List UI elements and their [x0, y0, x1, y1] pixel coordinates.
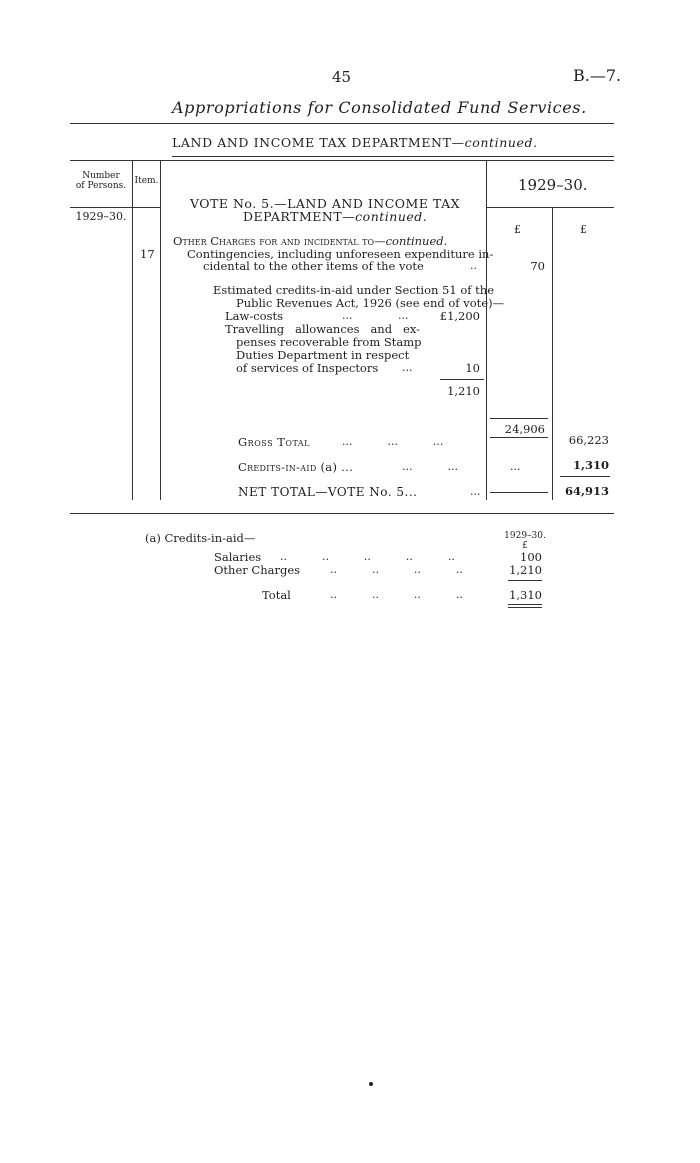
page-number: 45 — [332, 68, 352, 86]
persons-year: 1929–30. — [75, 210, 127, 223]
title-rule — [70, 123, 614, 124]
col-header-persons-1: Number — [82, 171, 120, 181]
footnote-total-label: Total — [262, 588, 291, 602]
travelling-line3: Duties Department in respect — [236, 348, 410, 362]
footnote-currency: £ — [522, 541, 528, 551]
credits-in-aid-ref: (a) ... — [316, 460, 354, 474]
footnote-total-value: 1,310 — [509, 588, 542, 602]
scan-speck — [369, 1082, 373, 1086]
gross-total-value: 66,223 — [568, 433, 609, 447]
net-total-dots: ... — [470, 485, 481, 498]
travelling-line1: Travelling allowances and ex- — [225, 322, 421, 336]
footnote-row-label: Other Charges — [214, 563, 301, 577]
credits-in-aid-subtotal: ... — [510, 460, 521, 473]
footnote-heading: (a) Credits-in-aid— — [145, 531, 256, 545]
vote-department: DEPARTMENT— — [243, 209, 356, 224]
gross-sub-top-rule — [490, 418, 548, 419]
document-reference: B.—7. — [573, 66, 622, 85]
credits-in-aid-label: Credits-in-aid — [238, 460, 317, 474]
law-costs-label: Law-costs — [225, 309, 284, 323]
persons-header-rule — [70, 207, 132, 208]
contingencies-line2: cidental to the other items of the vote — [203, 259, 424, 273]
other-charges-label: Other Charges for and incidental to— — [173, 234, 386, 248]
department-name: LAND AND INCOME TAX DEPARTMENT— — [172, 135, 465, 150]
item-header-rule — [133, 207, 160, 208]
year-header-rule — [487, 207, 614, 208]
other-charges-continued: continued. — [385, 234, 448, 248]
currency-subtotal: £ — [514, 223, 521, 236]
credits-in-aid-value: 1,310 — [572, 458, 609, 472]
contingencies-dots: .. — [470, 259, 477, 272]
footnote-row-value: 1,210 — [509, 563, 542, 577]
vote-continued: continued. — [355, 209, 428, 224]
vote-title: VOTE No. 5.—LAND AND INCOME TAX — [190, 196, 460, 211]
col-header-item: Item. — [134, 176, 159, 186]
gross-sub-bottom-rule — [490, 437, 548, 438]
estimated-credits-line1: Estimated credits-in-aid under Section 51 of the — [213, 283, 495, 297]
page-title: Appropriations for Consolidated Fund Services. — [172, 98, 587, 117]
footnote-total-dots: .. .. .. .. — [330, 588, 463, 601]
footnote-row-label: Salaries — [214, 550, 262, 564]
item-number: 17 — [140, 247, 155, 261]
net-total-label: NET TOTAL—VOTE No. 5... — [238, 485, 418, 499]
credits-sum: 1,210 — [447, 384, 480, 398]
travelling-line2: penses recoverable from Stamp — [236, 335, 422, 349]
currency-total: £ — [580, 223, 587, 236]
travelling-dots: ... — [402, 361, 413, 374]
department-continued: continued. — [464, 135, 538, 150]
footnote-sum-rule — [508, 580, 542, 581]
contingencies-line1: Contingencies, including unforeseen expenditure in- — [187, 247, 494, 261]
gross-total-label: Gross Total — [238, 435, 310, 449]
travelling-value: 10 — [465, 361, 480, 375]
credits-in-aid-dots: ... ... — [402, 460, 458, 473]
gross-subtotal: 24,906 — [504, 422, 545, 436]
net-sub-rule — [490, 492, 548, 493]
footnote-double-rule-1 — [508, 604, 542, 605]
col-header-persons-2: of Persons. — [75, 181, 127, 191]
other-charges-heading — [173, 234, 447, 248]
col-rule-persons — [132, 160, 133, 500]
col-header-year: 1929–30. — [518, 176, 588, 194]
footnote-year: 1929–30. — [504, 531, 546, 541]
footnote-row-dots: .. .. .. .. .. — [280, 550, 455, 563]
vote-title-line2 — [243, 209, 427, 224]
law-costs-dots-1: ... — [342, 309, 353, 322]
gross-total-dots: ... ... ... — [342, 435, 444, 448]
col-rule-subtotal — [486, 160, 487, 500]
law-costs-value: £1,200 — [439, 309, 480, 323]
department-heading — [172, 135, 538, 150]
footnote-double-rule-2 — [508, 607, 542, 608]
credits-in-aid-row — [238, 460, 353, 474]
law-costs-dots-2: ... — [398, 309, 409, 322]
credits-total-rule — [560, 476, 610, 477]
footnote-row-value: 100 — [520, 550, 542, 564]
travelling-line4: of services of Inspectors — [236, 361, 379, 375]
footnote-row-dots: .. .. .. .. — [330, 563, 463, 576]
col-rule-total — [552, 208, 553, 500]
table-bottom-rule — [70, 513, 614, 514]
net-total-value: 64,913 — [564, 484, 609, 498]
estimated-credits-line2: Public Revenues Act, 1926 (see end of vote)— — [236, 296, 505, 310]
department-rule — [172, 156, 614, 157]
contingencies-value: 70 — [530, 259, 545, 273]
credits-sum-rule — [440, 379, 484, 380]
col-rule-item — [160, 160, 161, 500]
table-top-rule — [70, 160, 614, 161]
